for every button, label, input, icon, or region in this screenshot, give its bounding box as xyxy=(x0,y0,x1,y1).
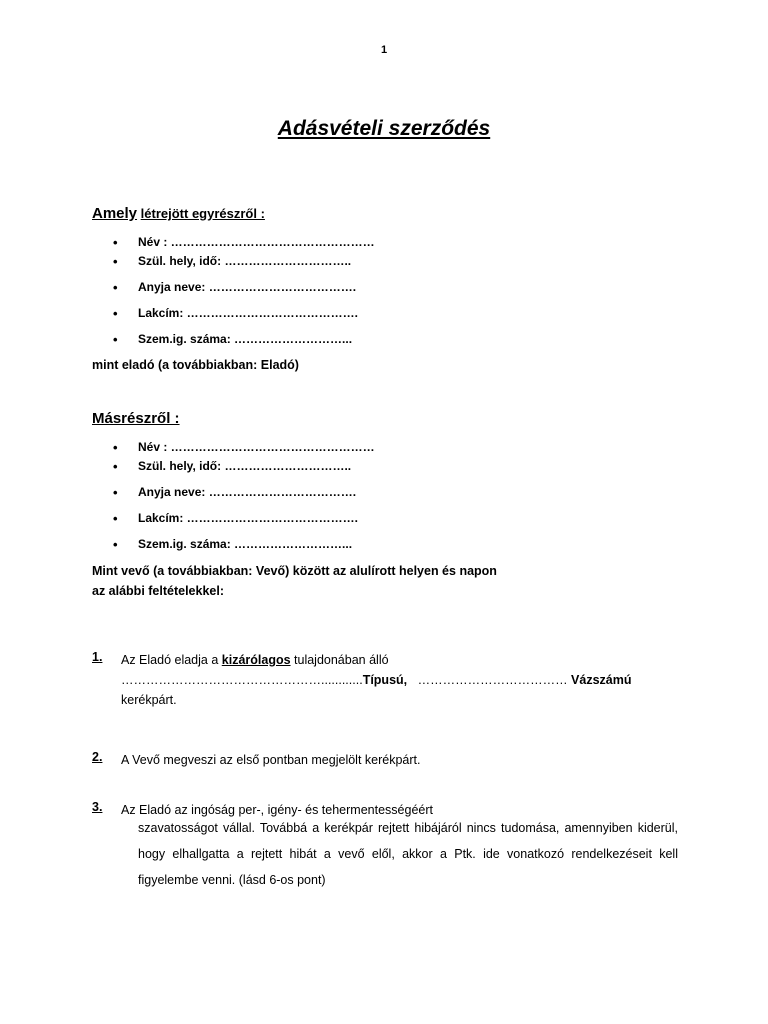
seller-field-name: • Név : …………………………………………… xyxy=(113,235,375,254)
point-text xyxy=(121,650,678,710)
seller-fields-list xyxy=(113,235,375,354)
buyer-heading xyxy=(92,410,180,427)
seller-heading xyxy=(92,205,265,222)
point-1-line-3: kerékpárt. xyxy=(121,693,177,707)
seller-field-id-number: • Szem.ig. száma: ………………………... xyxy=(113,332,375,354)
point-1-text-before: Az Eladó eladja a xyxy=(121,653,222,667)
page-number: 1 xyxy=(380,44,388,56)
point-1-text-after: tulajdonában álló xyxy=(290,653,389,667)
point-3-continuation: szavatosságot vállal. Továbbá a kerékpár rejtett hibájáról nincs tudomása, amennyiben kiderül, hogy elhallgatta a rejtett hibát a vevő elől, akkor a Ptk. ide vonatkozó rendelkezéseit kell figyelembe venni. (lásd 6-os pont) xyxy=(138,821,678,887)
buyer-field-birth: • Szül. hely, idő: ………………………….. xyxy=(113,459,375,485)
point-number: 1. xyxy=(92,650,103,664)
buyer-field-mother-name: • Anyja neve: ………………………………. xyxy=(113,485,375,511)
seller-heading-rest: létrejött egyrészről : xyxy=(140,206,265,221)
point-1-dots-2: ……………………………… xyxy=(417,673,568,687)
point-1-dots: …………………………………………............ xyxy=(121,673,363,687)
document-title: Adásvételi szerződés xyxy=(277,117,491,140)
point-1-emphasis: kizárólagos xyxy=(221,653,291,667)
buyer-field-address: • Lakcím: ……………………………………. xyxy=(113,511,375,537)
buyer-field-name: • Név : …………………………………………… xyxy=(113,440,375,459)
buyer-role-line-1: Mint vevő (a továbbiakban: Vevő) között az alulírott helyen és napon xyxy=(92,564,497,578)
point-1-frame-label: Vázszámú xyxy=(571,673,632,687)
buyer-heading-text: Másrészről : xyxy=(92,410,180,427)
contract-point-3 xyxy=(92,800,678,893)
buyer-fields-list xyxy=(113,440,375,559)
point-text: Az Eladó az ingóság per-, igény- és tehermentességéért xyxy=(121,803,433,817)
point-number: 3. xyxy=(92,800,103,814)
contract-point-1 xyxy=(92,650,678,710)
buyer-role-line xyxy=(92,561,497,601)
seller-field-mother-name: • Anyja neve: ………………………………. xyxy=(113,280,375,306)
seller-field-address: • Lakcím: ……………………………………. xyxy=(113,306,375,332)
seller-role-line: mint eladó (a továbbiakban: Eladó) xyxy=(92,358,299,372)
point-text: A Vevő megveszi az első pontban megjelölt kerékpárt. xyxy=(121,753,421,767)
seller-field-birth: • Szül. hely, idő: ………………………….. xyxy=(113,254,375,280)
buyer-role-line-2: az alábbi feltételekkel: xyxy=(92,584,225,598)
seller-heading-word: Amely xyxy=(92,205,138,222)
buyer-field-id-number: • Szem.ig. száma: ………………………... xyxy=(113,537,375,559)
point-1-type-label: Típusú, xyxy=(362,673,408,687)
contract-point-2 xyxy=(92,750,678,770)
point-number: 2. xyxy=(92,750,103,764)
